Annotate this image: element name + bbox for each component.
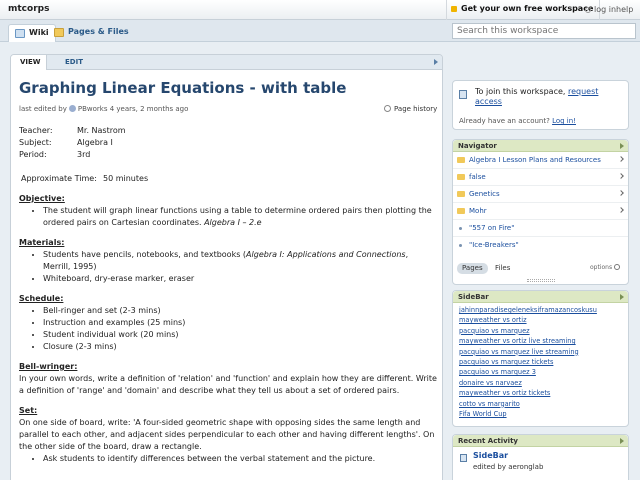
sidebar-link[interactable]: pacquiao vs marquez tickets [459, 358, 554, 367]
list-item: • Student individual work (20 mins) [43, 329, 437, 341]
request-access-link[interactable]: request access [475, 87, 599, 106]
folder-icon [457, 157, 465, 163]
user-icon [585, 7, 591, 13]
list-item: • Instruction and examples (25 mins) [43, 317, 437, 329]
activity-item-author: edited by aeronglab [473, 463, 544, 471]
set-text: On one side of board, write: 'A four-sided geometric shape with opposing sides the same length and parallel to each other, and adjacent sides perpendicular to each other and having different lengths'. On the other side of the board, draw a rectangle. [19, 418, 435, 451]
materials-heading: Materials: [19, 238, 65, 247]
folder-icon [457, 208, 465, 214]
tab-edit[interactable]: EDIT [65, 58, 83, 66]
objective-heading: Objective: [19, 194, 65, 203]
pbworks-user-icon [69, 105, 76, 112]
folder-icon [457, 174, 465, 180]
objective-list [43, 205, 437, 229]
last-edited-user[interactable]: PBworks [77, 105, 108, 113]
sidebar-link[interactable]: pacquiao vs marquez live streaming [459, 347, 579, 356]
sidebar-link[interactable]: cotto vs margarito [459, 399, 520, 408]
page-history-link[interactable]: Page history [384, 105, 437, 113]
nav-item-mohr-folder[interactable]: Mohr [453, 203, 628, 220]
schedule-heading: Schedule: [19, 294, 64, 303]
navigator-box [452, 139, 629, 285]
files-toggle-button[interactable]: Files [495, 264, 511, 272]
workspace-name[interactable]: mtcorps [8, 4, 50, 14]
main-content-panel [10, 54, 443, 480]
nav-item-false-folder[interactable]: false [453, 169, 628, 186]
help-link[interactable]: help [616, 5, 634, 14]
list-item: • The student will graph linear functions using a table to determine ordered pairs then plotting the ordered pairs on Cartesian coordinates. Algebra I – 2.e [43, 205, 437, 229]
bullet-icon [459, 227, 462, 230]
have-account-text: Already have an account? Log in! [459, 117, 576, 125]
resize-grip[interactable] [527, 279, 555, 282]
chevron-right-icon [618, 173, 624, 179]
pbworks-logo-icon [451, 6, 457, 12]
collapse-arrow-icon[interactable] [620, 438, 624, 444]
materials-list [43, 249, 437, 285]
collapse-arrow-icon[interactable] [620, 143, 624, 149]
join-text: To join this workspace, request access [475, 87, 599, 106]
bullet-icon [459, 244, 462, 247]
chevron-right-icon [618, 190, 624, 196]
sidebar-link[interactable]: donaire vs narvaez [459, 378, 522, 387]
folder-icon [457, 191, 465, 197]
navigator-header[interactable]: Navigator [453, 140, 628, 152]
tab-view[interactable]: VIEW [11, 55, 47, 70]
tab-wiki[interactable]: Wiki [8, 24, 56, 42]
get-workspace-label: Get your own free workspace [461, 4, 594, 13]
get-workspace-button[interactable] [446, 0, 600, 20]
options-button[interactable]: options [590, 264, 620, 271]
activity-item-link[interactable]: SideBar [473, 451, 509, 460]
wiki-icon [15, 29, 25, 38]
recent-activity-header[interactable]: Recent Activity [453, 435, 628, 447]
bellringer-heading: Bell-wringer: [19, 362, 78, 371]
sidebar-link[interactable]: mayweather vs ortiz [459, 316, 527, 325]
clock-icon [384, 105, 391, 112]
recent-activity-box [452, 434, 629, 480]
period-row: Period: 3rd [19, 150, 91, 159]
login-link-sidebar[interactable]: Log in! [552, 117, 576, 125]
last-edited-info: last edited by PBworks 4 years, 2 months ago [19, 105, 189, 113]
sidebar-link[interactable]: mayweather vs ortiz live streaming [459, 337, 576, 346]
page-icon [459, 90, 467, 99]
sidebar-link[interactable]: jahinnparadisegeleneksiframazancoskusu [459, 306, 597, 314]
page-edit-icon [460, 454, 467, 462]
schedule-list [43, 305, 437, 353]
bellringer-text: In your own words, write a definition of 'relation' and 'function' and explain how they are different. Write a definition of 'range' and 'domain' and describe what they tell us about a set of ordered pairs. [19, 374, 437, 395]
collapse-arrow-icon[interactable] [620, 294, 624, 300]
list-item: • Whiteboard, dry-erase marker, eraser [43, 273, 437, 285]
page-body [19, 125, 437, 465]
list-item: • Bell-ringer and set (2-3 mins) [43, 305, 437, 317]
pages-toggle-button[interactable]: Pages [457, 263, 488, 274]
list-item: • Ask students to identify differences between the verbal statement and the picture. [43, 453, 437, 465]
subject-row: Subject: Algebra I [19, 138, 113, 147]
page-title: Graphing Linear Equations - with table [19, 79, 347, 97]
collapse-arrow-icon[interactable] [434, 59, 438, 65]
top-bar [0, 0, 640, 20]
chevron-right-icon [618, 207, 624, 213]
gear-icon [614, 264, 620, 270]
folder-icon [54, 28, 64, 37]
sidebar-link[interactable]: mayweather vs ortiz tickets [459, 389, 551, 398]
login-link[interactable]: log in [585, 5, 616, 14]
list-item: • Closure (2-3 mins) [43, 341, 437, 353]
sidebar-box [452, 290, 629, 427]
nav-item-557-on-fire[interactable]: "557 on Fire" [453, 220, 628, 237]
search-input[interactable] [452, 23, 636, 39]
nav-item-algebra-folder[interactable]: Algebra I Lesson Plans and Resources [453, 152, 628, 169]
nav-item-genetics-folder[interactable]: Genetics [453, 186, 628, 203]
sidebar-link[interactable]: pacquiao vs marquez [459, 326, 530, 335]
teacher-row: Teacher: Mr. Nastrom [19, 126, 126, 135]
list-item: • Students have pencils, notebooks, and textbooks (Algebra I: Applications and Connections, Merrill, 1995) [43, 249, 437, 273]
time-row: Approximate Time: 50 minutes [21, 174, 149, 183]
view-edit-bar [11, 55, 442, 70]
set-heading: Set: [19, 406, 38, 415]
sidebar-links [453, 303, 628, 419]
sidebar-link[interactable]: Fifa World Cup [459, 410, 507, 419]
tab-pages-files[interactable]: Pages & Files [48, 24, 135, 42]
sidebar-header[interactable]: SideBar [453, 291, 628, 303]
set-list [43, 453, 437, 465]
navigator-footer [453, 262, 628, 276]
sidebar-link[interactable]: pacquiao vs marquez 3 [459, 368, 536, 377]
join-workspace-box [452, 80, 629, 130]
nav-item-ice-breakers[interactable]: "Ice-Breakers" [453, 237, 628, 254]
chevron-right-icon [618, 156, 624, 162]
